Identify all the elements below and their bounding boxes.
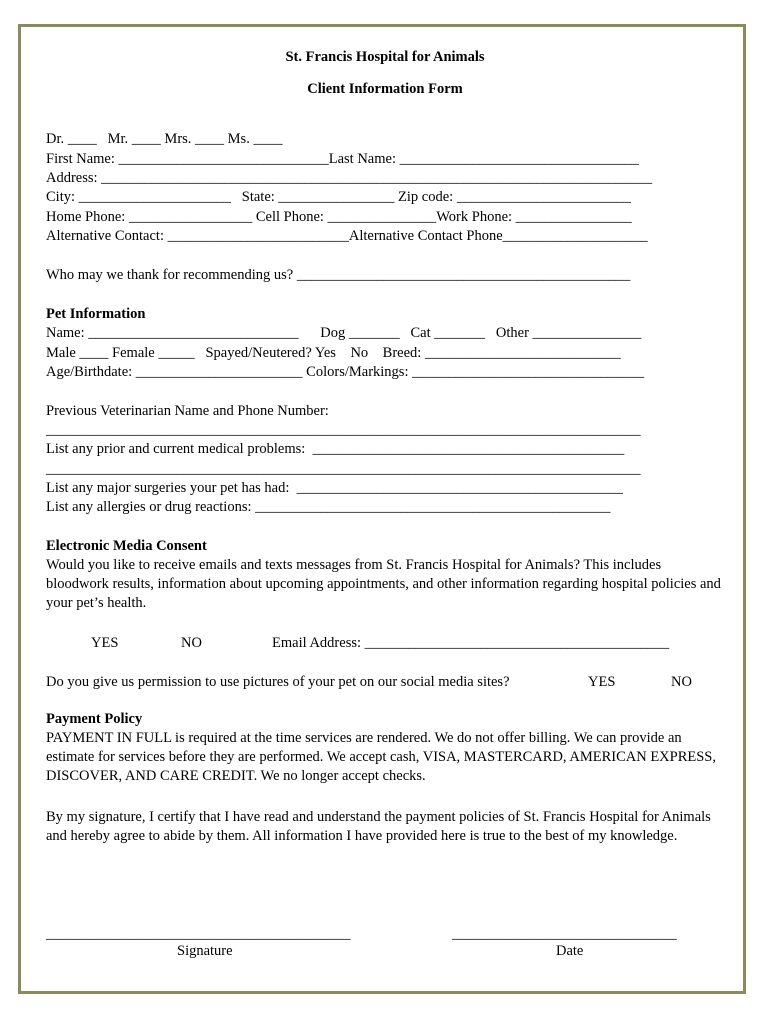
consent-heading: Electronic Media Consent [46,538,207,554]
signature-label: Signature [177,943,233,959]
social-yes: YES [588,674,616,690]
payment-heading: Payment Policy [46,711,143,727]
surgeries-line: List any major surgeries your pet has had: _____________________________________________ [46,480,623,496]
pet-heading: Pet Information [46,306,146,322]
allergies-line: List any allergies or drug reactions: _________________________________________________ [46,499,611,515]
blank-line: __________________________________________________________________________________ [46,461,641,477]
name-line: First Name: _____________________________Last Name: _________________________________ [46,151,639,167]
social-no: NO [671,674,692,690]
certify-text: By my signature, I certify that I have read and understand the payment policies of St. Francis Hospital for Animals and hereby agree to abide by them. All information I have provided here is true to the best of my knowledge. [46,809,711,844]
form-subtitle: Client Information Form [307,81,463,97]
prev-vet-line: Previous Veterinarian Name and Phone Number: [46,403,329,419]
pet-age-line: Age/Birthdate: _______________________ Colors/Markings: ________________________________ [46,364,645,380]
alt-contact-line: Alternative Contact: _________________________Alternative Contact Phone____________________ [46,228,648,244]
phone-line: Home Phone: _________________ Cell Phone: _______________Work Phone: ________________ [46,209,632,225]
referral-line: Who may we thank for recommending us? ______________________________________________ [46,267,631,283]
pet-name-line: Name: _____________________________ Dog _______ Cat _______ Other _______________ [46,325,642,341]
date-label: Date [556,943,584,959]
social-question: Do you give us permission to use pictures of your pet on our social media sites? [46,674,510,690]
pet-sex-line: Male ____ Female _____ Spayed/Neutered? Yes No Breed: ___________________________ [46,345,621,361]
address-line: Address: ____________________________________________________________________________ [46,170,653,186]
consent-no: NO [181,635,202,651]
blank-line: __________________________________________________________________________________ [46,422,641,438]
title-line: Dr. ____ Mr. ____ Mrs. ____ Ms. ____ [46,131,283,147]
medical-line: List any prior and current medical problems: ___________________________________________ [46,441,625,457]
consent-text: Would you like to receive emails and texts messages from St. Francis Hospital for Animals? This includes bloodwork results, information about upcoming appointments, and other information regarding hospital policies and your pet’s health. [46,557,721,611]
city-line: City: _____________________ State: ________________ Zip code: ________________________ [46,189,631,205]
signature-line: __________________________________________ [46,926,351,942]
payment-text: PAYMENT IN FULL is required at the time services are rendered. We do not offer billing. We can provide an estimate for services before they are performed. We accept cash, VISA, MASTERCARD, AMERICAN EXPRESS, DISCOVER, AND CARE CREDIT. We no longer accept checks. [46,730,716,784]
consent-yes: YES [91,635,119,651]
date-line: _______________________________ [452,926,677,942]
form-title: St. Francis Hospital for Animals [285,49,485,65]
email-line: Email Address: __________________________________________ [272,635,670,651]
